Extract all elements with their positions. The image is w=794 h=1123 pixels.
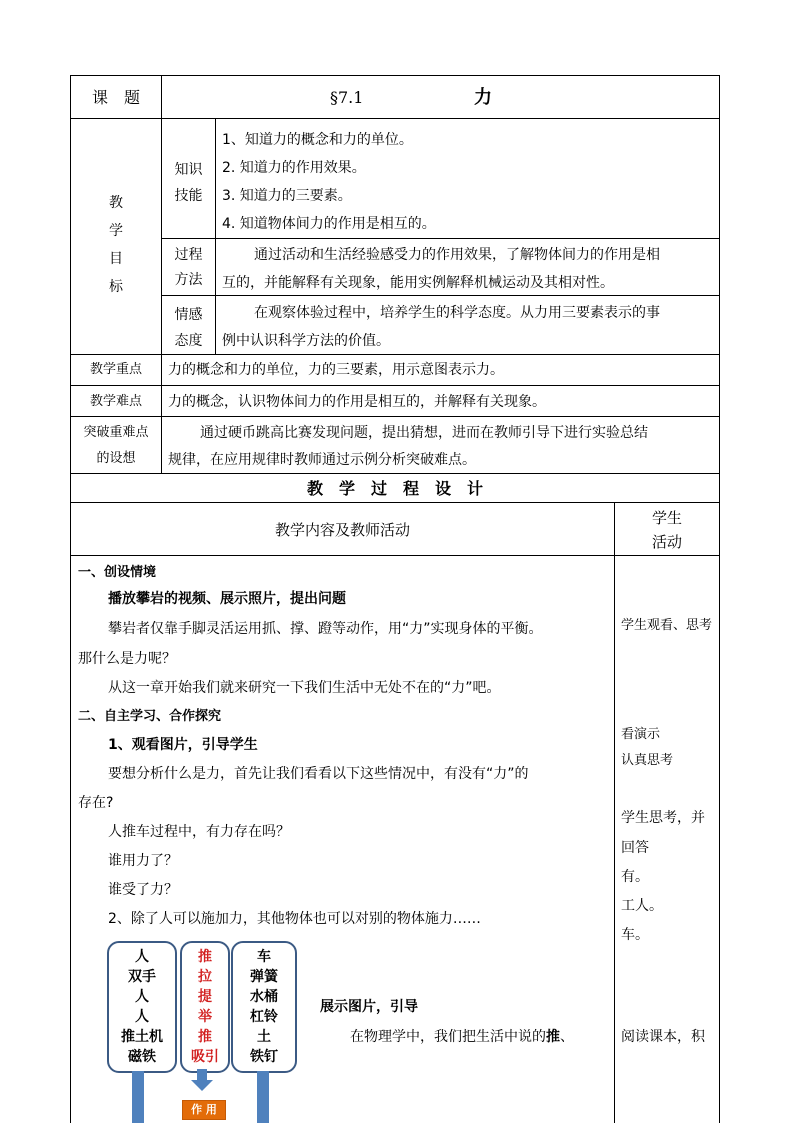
section-1-paragraph-1-line2: 那什么是力呢？ [78,651,176,667]
emotion-label-1: 情感 [174,307,203,323]
emotion-text-line1: 在观察体验过程中，培养学生的科学态度。从力用三要素表示的事 [254,305,660,321]
table-right-border [719,75,720,1123]
receivers-box [231,941,297,1073]
student-activity-demo-2: 认真思考 [621,753,674,768]
receiver-item: 水桶 [250,989,278,1005]
section-1-paragraph-1-line1: 攀岩者仅靠手脚灵活运用抓、撑、蹬等动作，用“力”实现身体的平衡。 [108,621,543,637]
row-divider [70,118,720,119]
section-2-paragraph-1-line1: 要想分析什么是力，首先让我们看看以下这些情况中，有没有“力”的 [108,766,529,782]
question-who-applied: 谁用力了？ [108,853,178,869]
show-picture-text [350,1028,574,1046]
section-1-title: 一、创设情境 [78,565,157,580]
receiver-item: 杠铃 [250,1009,278,1025]
action-item: 拉 [198,969,212,985]
action-item: 举 [198,1009,212,1025]
agent-item: 人 [135,989,149,1005]
knowledge-item: 1、知道力的概念和力的单位。 [222,132,413,148]
action-item: 推 [198,1029,212,1045]
row-divider [70,473,720,474]
show-picture-text-pre: 在物理学中，我们把生活中说的 [350,1029,546,1045]
student-col-divider [614,502,615,1123]
student-activity-read: 阅读课本，积 [621,1029,705,1045]
breakthrough-text-line2: 规律，在应用规律时教师通过示例分析突破难点。 [168,452,476,468]
knowledge-label-1: 知识 [174,162,203,178]
student-answer-line: 回答 [621,840,649,856]
objectives-label-2: 学 [109,223,123,239]
student-answer-line: 学生思考，并 [621,810,705,826]
section-2-subtitle: 1、观看图片，引导学生 [108,737,258,753]
process-text-line1: 通过活动和生活经验感受力的作用效果，了解物体间力的作用是相 [254,247,660,263]
agent-item: 人 [135,949,149,965]
breakthrough-label-1: 突破重难点 [83,425,149,440]
section-1-subtitle: 播放攀岩的视频、展示照片，提出问题 [108,591,346,607]
objectives-label-4: 标 [109,279,123,295]
actions-box [180,941,230,1073]
agent-item: 磁铁 [128,1049,156,1065]
student-column-header-2: 活动 [651,533,682,551]
student-column-header-1: 学生 [651,509,682,527]
topic-label: 课 题 [91,88,140,107]
breakthrough-text-line1: 通过硬币跳高比赛发现问题，提出猜想，进而在教师引导下进行实验总结 [200,425,648,441]
difficulties-label: 教学难点 [89,394,142,409]
action-item: 吸引 [191,1049,219,1065]
row-divider [70,416,720,417]
show-picture-text-bold: 推 [546,1029,560,1045]
process-text-line2: 互的，并能解释有关现象，能用实例解释机械运动及其相对性。 [222,275,614,291]
process-label-2: 方法 [174,272,203,288]
knowledge-item: 2. 知道力的作用效果。 [222,160,366,176]
receiver-item: 车 [257,949,271,965]
student-activity-demo-1: 看演示 [621,727,661,742]
knowledge-item: 4. 知道物体间力的作用是相互的。 [222,216,436,232]
row-divider [70,502,720,503]
actions-down-arrow [190,1069,214,1093]
show-picture-text-post: 、 [560,1029,574,1045]
process-design-heading: 教 学 过 程 设 计 [306,479,483,498]
agents-down-arrow [132,1071,144,1123]
agent-item: 双手 [128,969,156,985]
breakthrough-label-2: 的设想 [96,451,136,466]
objectives-label-3: 目 [109,251,123,267]
row-divider [70,385,720,386]
receiver-item: 铁钉 [250,1049,278,1065]
agent-item: 推土机 [121,1029,163,1045]
receiver-item: 土 [257,1029,271,1045]
student-answer-line: 工人。 [621,898,663,914]
difficulties-text: 力的概念，认识物体间力的作用是相互的，并解释有关现象。 [168,394,546,410]
sublabel-col-divider [215,118,216,355]
section-2-paragraph-2: 2、除了人可以施加力，其他物体也可以对别的物体施力…… [108,911,481,927]
emotion-label-2: 态度 [174,333,203,349]
section-1-paragraph-2: 从这一章开始我们就来研究一下我们生活中无处不在的“力”吧。 [108,680,501,696]
objectives-label-1: 教 [109,195,123,211]
question-who-received: 谁受了力？ [108,882,178,898]
action-item: 提 [198,989,212,1005]
row-divider [70,555,720,556]
section-2-title: 二、自主学习、合作探究 [78,709,222,724]
agents-box [107,941,177,1073]
page-title: 力 [474,87,492,108]
action-item: 推 [198,949,212,965]
row-divider [70,354,720,355]
row-divider [161,238,720,239]
student-answer-line: 有。 [621,869,649,885]
show-picture-title: 展示图片，引导 [320,999,418,1015]
receivers-down-arrow [257,1071,269,1123]
receiver-item: 弹簧 [250,969,278,985]
process-label-1: 过程 [174,247,203,263]
section-2-paragraph-1-line2: 存在? [78,795,114,811]
student-activity-watch: 学生观看、思考 [621,618,713,633]
knowledge-label-2: 技能 [174,188,203,204]
section-number: §7.1 [330,88,364,107]
teacher-column-header: 教学内容及教师活动 [274,521,410,539]
knowledge-item: 3. 知道力的三要素。 [222,188,352,204]
key-points-text: 力的概念和力的单位，力的三要素，用示意图表示力。 [168,362,504,378]
table-top-border [70,75,720,76]
student-answer-line: 车。 [621,927,649,943]
key-points-label: 教学重点 [89,362,142,377]
interaction-tag: 作 用 [182,1100,226,1120]
emotion-text-line2: 例中认识科学方法的价值。 [222,333,390,349]
question-force-exists: 人推车过程中，有力存在吗？ [108,824,290,840]
agent-item: 人 [135,1009,149,1025]
